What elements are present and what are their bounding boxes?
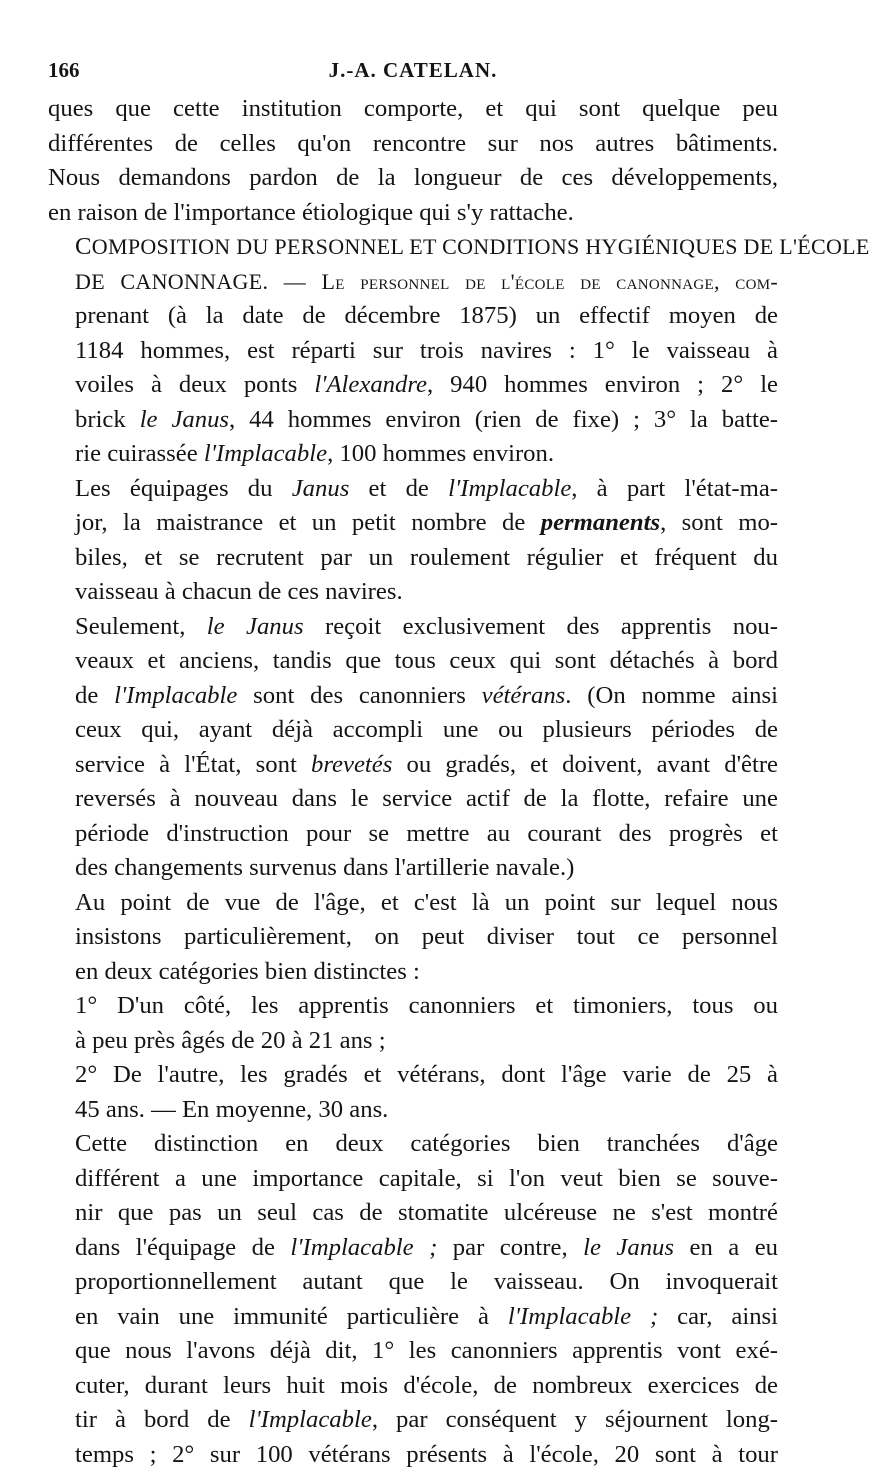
text-fragment: , par conséquent y séjournent long-	[372, 1406, 778, 1433]
text-line: ques que cette institution comporte, et qui sont quelque peu	[48, 92, 778, 127]
text-line	[48, 1300, 778, 1335]
paragraph-age	[48, 886, 778, 990]
text-line: 45 ans. — En moyenne, 30 ans.	[48, 1093, 778, 1128]
ship-name-janus: le Janus	[583, 1234, 674, 1261]
text-line: que nous l'avons déjà dit, 1° les canonniers apprentis vont exé-	[48, 1334, 778, 1369]
text-line	[48, 748, 778, 783]
text-fragment: car, ainsi	[658, 1303, 778, 1330]
text-line	[48, 265, 778, 300]
text-fragment: , 100 hommes environ.	[327, 440, 554, 467]
text-fragment: tir à bord de	[75, 1406, 231, 1433]
ship-name-implacable: l'Implacable	[448, 475, 571, 502]
text-line: 2° De l'autre, les gradés et vétérans, dont l'âge varie de 25 à	[48, 1058, 778, 1093]
text-line: prenant (à la date de décembre 1875) un effectif moyen de	[48, 299, 778, 334]
term-veterans: vétérans	[482, 682, 566, 709]
text-line	[48, 437, 778, 472]
ship-name-janus: Janus	[292, 475, 350, 502]
text-line: Au point de vue de l'âge, et c'est là un point sur lequel nous	[48, 886, 778, 921]
text-fragment: de	[75, 682, 98, 709]
text-line: insistons particulièrement, on peut diviser tout ce personnel	[48, 920, 778, 955]
text-line: proportionnellement autant que le vaisseau. On invoquerait	[48, 1265, 778, 1300]
text-fragment: par contre,	[437, 1234, 583, 1261]
text-fragment: dans l'équipage de	[75, 1234, 275, 1261]
paragraph-continuation	[48, 92, 778, 230]
text-line: à peu près âgés de 20 à 21 ans ;	[48, 1024, 778, 1059]
ship-name-implacable: l'Implacable	[204, 440, 327, 467]
section-heading-initial: C	[75, 233, 92, 260]
text-line: différent a une importance capitale, si l'on veut bien se souve-	[48, 1162, 778, 1197]
section-heading-line	[48, 230, 778, 265]
text-line: Nous demandons pardon de la longueur de ces développements,	[48, 161, 778, 196]
ship-name-implacable: l'Implacable ;	[508, 1303, 658, 1330]
term-brevetes: brevetés	[311, 751, 392, 778]
text-line: nir que pas un seul cas de stomatite ulcéreuse ne s'est montré	[48, 1196, 778, 1231]
text-line: période d'instruction pour se mettre au courant des progrès et	[48, 817, 778, 852]
book-page	[48, 58, 778, 1472]
body-text	[48, 92, 778, 1472]
text-line: temps ; 2° sur 100 vétérans présents à l'école, 20 sont à tour	[48, 1438, 778, 1472]
running-head-author: J.-A. CATELAN.	[48, 58, 778, 83]
text-fragment: rie cuirassée	[75, 440, 198, 467]
text-fragment: reçoit exclusivement des apprentis nou-	[304, 613, 778, 640]
text-fragment: ou gradés, et doivent, avant d'être	[392, 751, 778, 778]
paragraph-composition	[48, 230, 778, 472]
text-line	[48, 403, 778, 438]
text-fragment: Les équipages du	[75, 475, 272, 502]
text-fragment: en a eu	[674, 1234, 778, 1261]
ship-name-janus: le Janus	[140, 406, 229, 433]
text-line: vaisseau à chacun de ces navires.	[48, 575, 778, 610]
ship-name-implacable: l'Implacable	[114, 682, 237, 709]
paragraph-category-2	[48, 1058, 778, 1127]
text-line: en raison de l'importance étiologique qui s'y rattache.	[48, 196, 778, 231]
paragraph-distinction	[48, 1127, 778, 1472]
text-line: veaux et anciens, tandis que tous ceux qui sont détachés à bord	[48, 644, 778, 679]
paragraph-equipages	[48, 472, 778, 610]
ship-name-alexandre: l'Alexandre	[314, 371, 427, 398]
text-fragment: en vain une immunité particulière à	[75, 1303, 489, 1330]
text-line: ceux qui, ayant déjà accompli une ou plusieurs périodes de	[48, 713, 778, 748]
text-line: en deux catégories bien distinctes :	[48, 955, 778, 990]
section-heading-continuation: DE CANONNAGE. — Le personnel de l'école de canonnage, com-	[75, 269, 778, 294]
page-number: 166	[48, 58, 80, 83]
text-line: cuter, durant leurs huit mois d'école, de nombreux exercices de	[48, 1369, 778, 1404]
text-fragment: jor, la maistrance et un petit nombre de	[75, 509, 525, 536]
term-permanents: permanents	[541, 509, 660, 536]
text-fragment: service à l'État, sont	[75, 751, 297, 778]
text-line	[48, 679, 778, 714]
paragraph-category-1	[48, 989, 778, 1058]
paragraph-seulement	[48, 610, 778, 886]
text-line: des changements survenus dans l'artillerie navale.)	[48, 851, 778, 886]
text-line: reversés à nouveau dans le service actif de la flotte, refaire une	[48, 782, 778, 817]
ship-name-implacable: l'Implacable	[249, 1406, 372, 1433]
text-line: 1184 hommes, est réparti sur trois navires : 1° le vaisseau à	[48, 334, 778, 369]
text-fragment: Seulement,	[75, 613, 185, 640]
text-line	[48, 1231, 778, 1266]
text-fragment: , sont mo-	[660, 509, 778, 536]
text-line	[48, 506, 778, 541]
text-line: Cette distinction en deux catégories bien tranchées d'âge	[48, 1127, 778, 1162]
text-line: 1° D'un côté, les apprentis canonniers et timoniers, tous ou	[48, 989, 778, 1024]
text-fragment: , 940 hommes environ ; 2° le	[427, 371, 778, 398]
text-line: différentes de celles qu'on rencontre sur nos autres bâtiments.	[48, 127, 778, 162]
text-line	[48, 610, 778, 645]
text-fragment: brick	[75, 406, 126, 433]
text-line: biles, et se recrutent par un roulement régulier et fréquent du	[48, 541, 778, 576]
text-fragment: , 44 hommes environ (rien de fixe) ; 3° la batte-	[229, 406, 778, 433]
ship-name-implacable: l'Implacable ;	[290, 1234, 437, 1261]
text-fragment: , à part l'état-ma-	[571, 475, 778, 502]
text-fragment: . (On nomme ainsi	[565, 682, 778, 709]
ship-name-janus: le Janus	[207, 613, 304, 640]
text-fragment: et de	[349, 475, 448, 502]
text-line	[48, 472, 778, 507]
text-line	[48, 368, 778, 403]
text-fragment: voiles à deux ponts	[75, 371, 297, 398]
text-fragment: sont des canonniers	[237, 682, 481, 709]
text-line	[48, 1403, 778, 1438]
section-heading-text: OMPOSITION DU PERSONNEL ET CONDITIONS HYGIÉNIQUES DE L'ÉCOLE	[92, 234, 870, 259]
running-head	[48, 58, 778, 92]
